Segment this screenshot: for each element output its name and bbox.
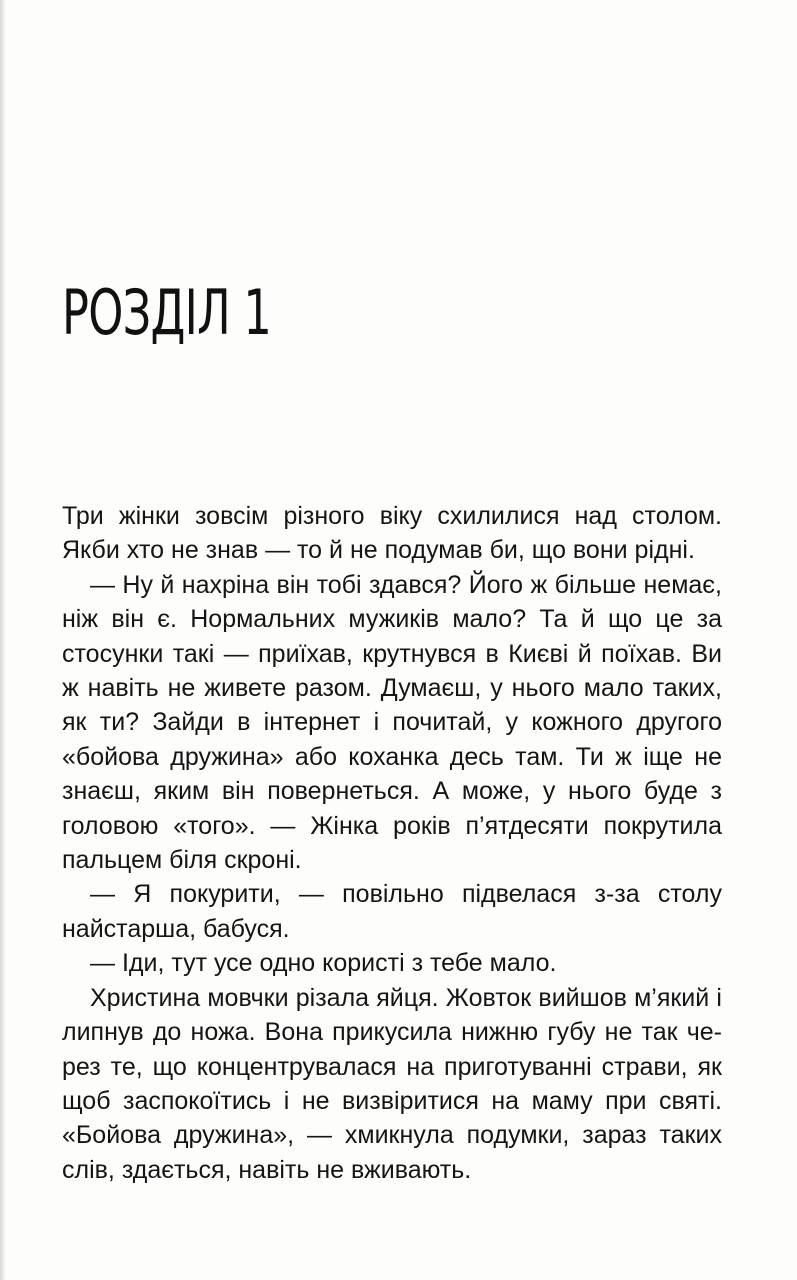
- body-text: [62, 499, 722, 1187]
- paragraph-3: — Я покурити, — повільно підвелася з-за столу найстарша, бабуся.: [62, 880, 722, 943]
- paragraph-1: Три жінки зовсім різного віку схилилися над столом. Якби хто не знав — то й не подумав би, що вони рідні.: [62, 502, 722, 565]
- chapter-title: РОЗДІЛ 1: [62, 276, 272, 349]
- page-edge-shadow: [0, 0, 6, 1280]
- paragraph-4: — Іди, тут усе одно користі з тебе мало.: [90, 949, 557, 978]
- paragraph-5: Христина мовчки різала яйця. Жовток вийшов м’який і липнув до ножа. Вона прикусила нижню губу не так через те, що концентрувалася на приготуванні страви, як щоб заспокоїтись і не визвіритися на маму при святі. «Бойова дружина», — хмикнула подумки, зараз таких слів, здається, навіть не вживають.: [62, 983, 722, 1184]
- paragraph-2: — Ну й нахріна він тобі здався? Його ж більше немає, ніж він є. Нормальних мужиків мало? Та й що це за стосунки такі — приїхав, крутнувся в Києві й поїхав. Ви ж навіть не живете разом. Думаєш, у нього мало таких, як ти? Зайди в інтернет і почитай, у кожного другого «бойова дружина» або коханка десь там. Ти ж іще не знаєш, яким він повернеться. А може, у нього буде з головою «того». — Жінка років п’ятдесяти покрутила пальцем біля скроні.: [62, 570, 722, 875]
